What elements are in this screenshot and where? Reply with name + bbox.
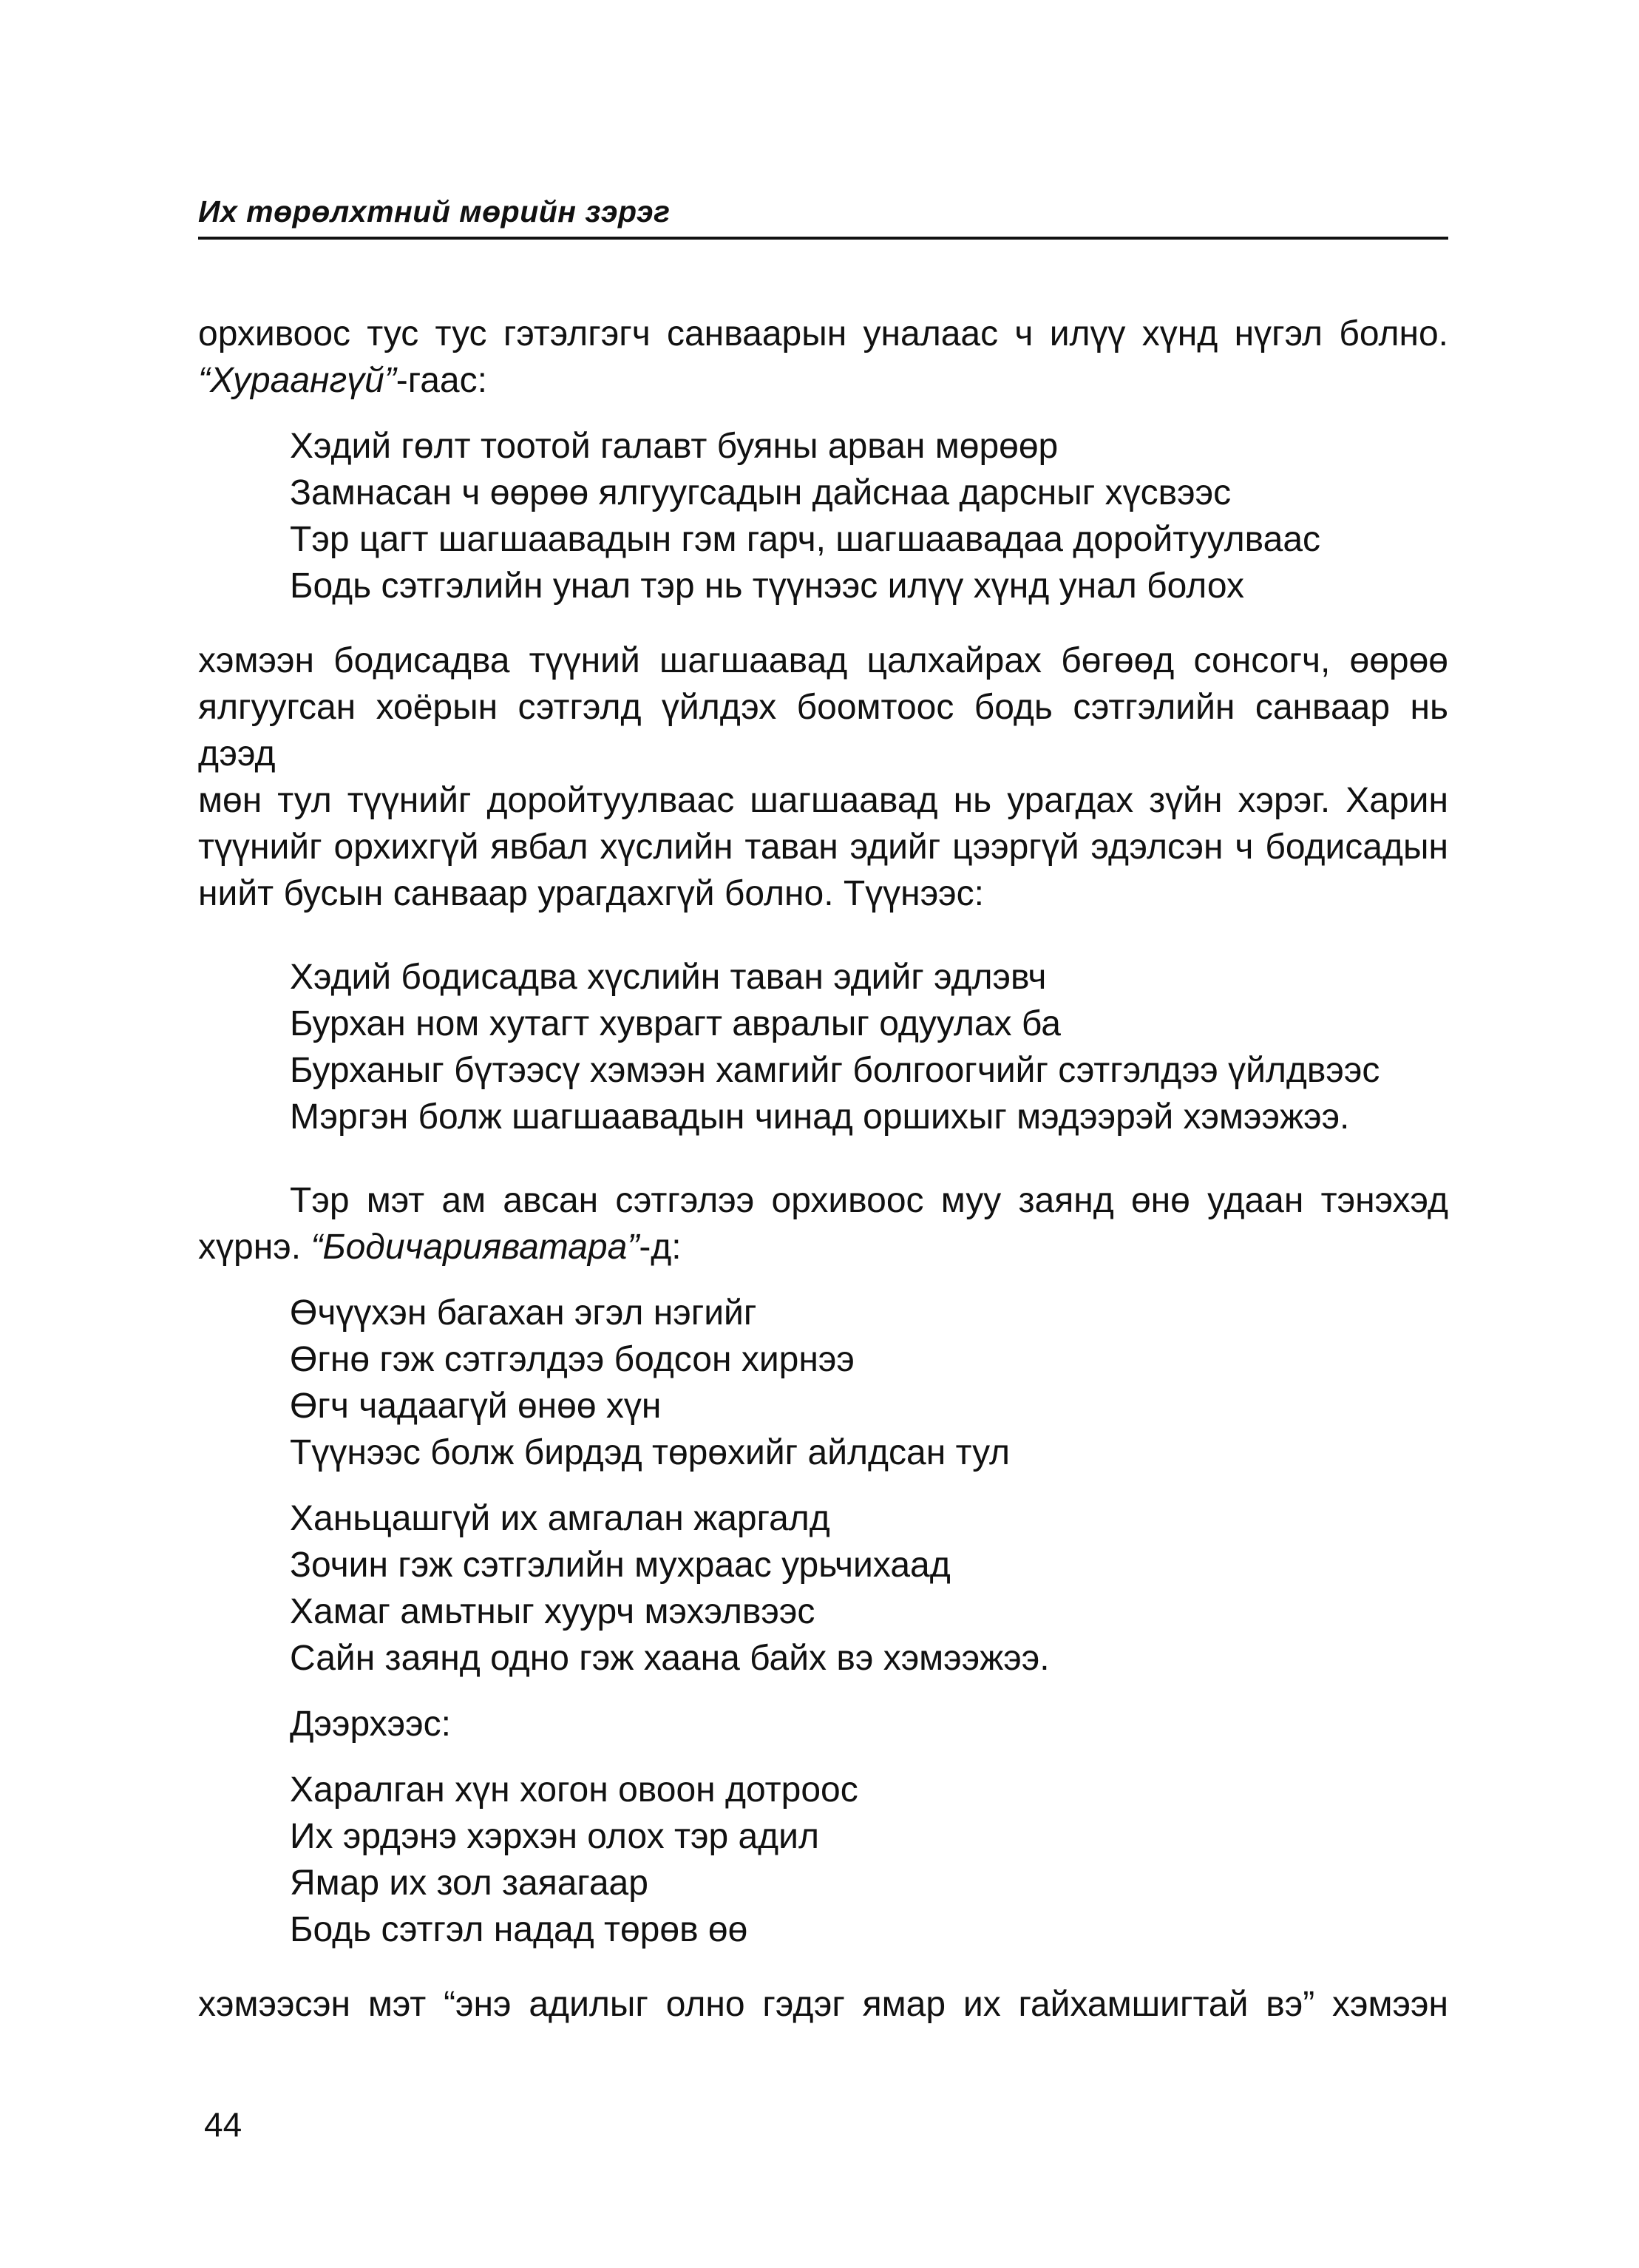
page-number: 44 xyxy=(204,2105,242,2144)
verse-3-line-4: Түүнээс болж бирдэд төрөхийг айлдсан тул xyxy=(290,1433,1011,1472)
paragraph-2-line-1: хэмээн бодисадва түүний шагшаавад цалхайрах бөгөөд сонсогч, өөрөө xyxy=(198,641,1448,680)
paragraph-3-line-2-prefix: хүрнэ. xyxy=(198,1228,311,1267)
verse-5 xyxy=(198,1767,1448,1953)
verse-4-line-1: Ханьцашгүй их амгалан жаргалд xyxy=(290,1499,830,1538)
verse-4-line-2: Зочин гэж сэтгэлийн мухраас урьчихаад xyxy=(290,1546,951,1585)
verse-3-line-2: Өгнө гэж сэтгэлдээ бодсон хирнээ xyxy=(290,1340,855,1379)
verse-3-line-3: Өгч чадаагүй өнөө хүн xyxy=(290,1387,662,1426)
verse-5-line-1: Харалган хүн хогон овоон дотроос xyxy=(290,1770,858,1810)
paragraph-4-line-1: Дээрхээс: xyxy=(290,1705,451,1744)
verse-2-line-2: Бурхан ном хутагт хуврагт авралыг одуулах ба xyxy=(290,1004,1061,1043)
paragraph-4 xyxy=(198,1701,1448,1747)
verse-1-line-3: Тэр цагт шагшаавадын гэм гарч, шагшаавадаа доройтуулваас xyxy=(290,520,1321,559)
paragraph-3 xyxy=(198,1177,1448,1270)
verse-3 xyxy=(198,1290,1448,1476)
page-body xyxy=(198,311,1448,2028)
paragraph-1 xyxy=(198,311,1448,404)
header-rule xyxy=(198,237,1448,240)
verse-3-line-1: Өчүүхэн багахан эгэл нэгийг xyxy=(290,1293,757,1333)
paragraph-2-line-4: түүнийг орхихгүй явбал хүслийн таван эдийг цээргүй эдэлсэн ч бодисадын xyxy=(198,827,1448,867)
paragraph-3-line-2-suffix: -д: xyxy=(639,1228,682,1267)
source-title-bodicharyavatara: “Бодичарияватара” xyxy=(311,1228,639,1267)
paragraph-5 xyxy=(198,1981,1448,2028)
verse-1-line-4: Бодь сэтгэлийн унал тэр нь түүнээс илүү хүнд унал болох xyxy=(290,566,1244,606)
verse-5-line-4: Бодь сэтгэл надад төрөв өө xyxy=(290,1910,748,1949)
verse-1 xyxy=(198,423,1448,609)
verse-1-line-1: Хэдий гөлт тоотой галавт буяны арван мөрөөр xyxy=(290,427,1059,466)
paragraph-2-line-3: мөн тул түүнийг доройтуулваас шагшаавад нь урагдах зүйн хэрэг. Харин xyxy=(198,781,1448,820)
source-title-khuraangui: “Хураангүй” xyxy=(198,361,396,400)
paragraph-1-line-2-suffix: -гаас: xyxy=(396,361,487,400)
paragraph-3-line-2 xyxy=(198,1224,1448,1270)
verse-2-line-4: Мэргэн болж шагшаавадын чинад оршихыг мэдээрэй хэмээжээ. xyxy=(290,1097,1350,1137)
paragraph-1-line-2 xyxy=(198,357,1448,404)
verse-1-line-2: Замнасан ч өөрөө ялгуугсадын дайснаа дарсныг хүсвээс xyxy=(290,473,1232,512)
running-header: Их төрөлхтний мөрийн зэрэг xyxy=(198,194,671,229)
paragraph-1-line-1: орхивоос тус тус гэтэлгэгч санваарын уналаас ч илүү хүнд нүгэл болно. xyxy=(198,314,1448,353)
verse-4 xyxy=(198,1495,1448,1682)
verse-2-line-1: Хэдий бодисадва хүслийн таван эдийг эдлэвч xyxy=(290,958,1047,997)
paragraph-3-line-1: Тэр мэт ам авсан сэтгэлээ орхивоос муу заянд өнө удаан тэнэхэд xyxy=(290,1181,1448,1220)
verse-4-line-3: Хамаг амьтныг хуурч мэхэлвээс xyxy=(290,1592,815,1631)
verse-5-line-3: Ямар их зол заяагаар xyxy=(290,1864,648,1903)
paragraph-5-line-1: хэмээсэн мэт “энэ адилыг олно гэдэг ямар их гайхамшигтай вэ” хэмээн xyxy=(198,1985,1448,2024)
verse-4-line-4: Сайн заянд одно гэж хаана байх вэ хэмээжээ. xyxy=(290,1639,1050,1678)
verse-5-line-2: Их эрдэнэ хэрхэн олох тэр адил xyxy=(290,1817,819,1856)
paragraph-2 xyxy=(198,637,1448,917)
verse-2-line-3: Бурханыг бүтээсү хэмээн хамгийг болгоогчийг сэтгэлдээ үйлдвээс xyxy=(290,1051,1380,1090)
paragraph-2-line-5: нийт бусын санваар урагдахгүй болно. Түүнээс: xyxy=(198,874,985,913)
verse-2 xyxy=(198,954,1448,1140)
paragraph-2-line-2: ялгуугсан хоёрын сэтгэлд үйлдэх боомтоос бодь сэтгэлийн санваар нь дээд xyxy=(198,688,1448,774)
